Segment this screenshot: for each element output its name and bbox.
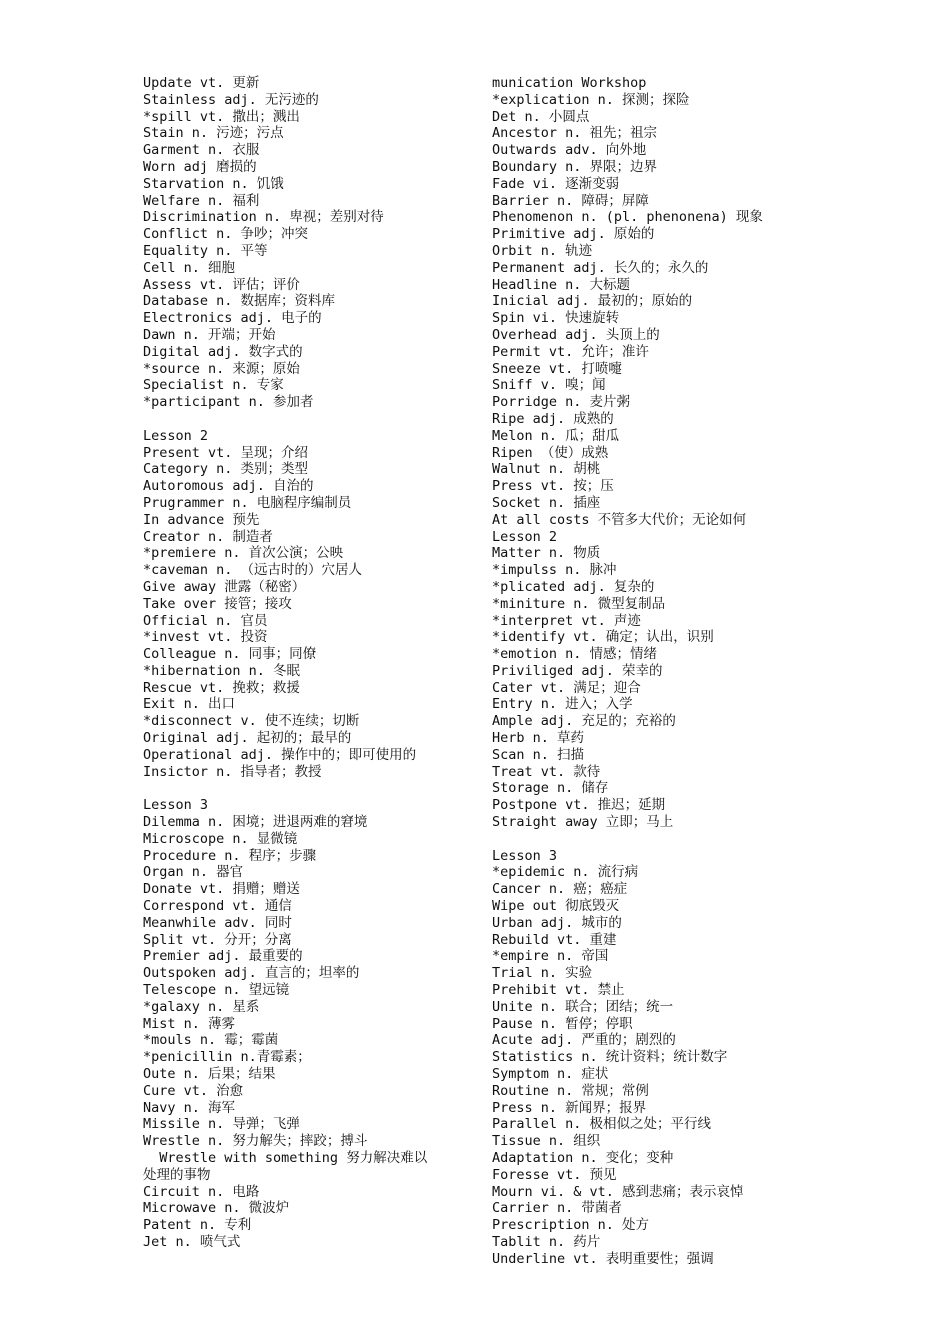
vocabulary-entry: Postpone vt. 推迟；延期	[492, 797, 666, 814]
vocabulary-entry: At all costs 不管多大代价；无论如何	[492, 511, 747, 528]
vocabulary-entry: *impulss n. 脉冲	[492, 562, 617, 579]
vocabulary-entry: *explication n. 探测；探险	[492, 91, 690, 108]
vocabulary-entry: *plicated adj. 复杂的	[492, 578, 655, 595]
vocabulary-entry: Matter n. 物质	[492, 545, 601, 562]
vocabulary-entry: Category n. 类别；类型	[143, 461, 309, 478]
vocabulary-entry: Scan n. 扫描	[492, 746, 585, 763]
vocabulary-entry: *emotion n. 情感；情绪	[492, 646, 658, 663]
vocabulary-entry: Welfare n. 福利	[143, 192, 260, 209]
vocabulary-entry: Entry n. 进入；入学	[492, 696, 633, 713]
vocabulary-entry: Wrestle with something 努力解决难以	[143, 1150, 428, 1166]
vocabulary-entry: Acute adj. 严重的；剧烈的	[492, 1032, 676, 1049]
vocabulary-entry: Sniff v. 嗅；闻	[492, 377, 606, 394]
vocabulary-entry: Dilemma n. 困境；进退两难的窘境	[143, 814, 368, 831]
vocabulary-entry: Microwave n. 微波炉	[143, 1200, 290, 1217]
vocabulary-entry: Orbit n. 轨迹	[492, 242, 593, 259]
vocabulary-entry: Wrestle n. 努力解失；摔跤；搏斗	[143, 1133, 368, 1150]
vocabulary-entry: Mourn vi. & vt. 感到悲痛；表示哀悼	[492, 1183, 744, 1200]
vocabulary-entry: *caveman n. （远古时的）穴居人	[143, 562, 363, 579]
vocabulary-entry: Garment n. 衣服	[143, 142, 260, 159]
vocabulary-entry: Inicial adj. 最初的；原始的	[492, 293, 693, 310]
vocabulary-entry: Statistics n. 统计资料；统计数字	[492, 1049, 728, 1066]
vocabulary-entry: Pause n. 暂停；停职	[492, 1015, 633, 1032]
vocabulary-entry: Underline vt. 表明重要性；强调	[492, 1250, 714, 1267]
vocabulary-entry: Worn adj 磨损的	[143, 158, 257, 175]
vocabulary-entry: *miniture n. 微型复制品	[492, 595, 666, 612]
blank-line	[143, 411, 473, 428]
vocabulary-entry: Outwards adv. 向外地	[492, 142, 647, 159]
vocabulary-entry: *source n. 来源；原始	[143, 360, 300, 377]
right-vocabulary-column	[492, 75, 912, 1268]
vocabulary-entry: Meanwhile adv. 同时	[143, 914, 292, 931]
vocabulary-entry: Autoromous adj. 自治的	[143, 478, 314, 495]
vocabulary-entry: Starvation n. 饥饿	[143, 175, 284, 192]
vocabulary-entry: 处理的事物	[143, 1166, 211, 1183]
vocabulary-entry: Spin vi. 快速旋转	[492, 310, 620, 327]
vocabulary-entry: Headline n. 大标题	[492, 276, 631, 293]
vocabulary-entry: Fade vi. 逐渐变弱	[492, 175, 620, 192]
vocabulary-entry: Prescription n. 处方	[492, 1217, 650, 1234]
vocabulary-entry: Overhead adj. 头顶上的	[492, 326, 660, 343]
vocabulary-entry: Operational adj. 操作中的；即可使用的	[143, 746, 417, 763]
left-vocabulary-column	[143, 75, 473, 1251]
vocabulary-entry: *empire n. 帝国	[492, 948, 609, 965]
vocabulary-entry: *epidemic n. 流行病	[492, 864, 639, 881]
vocabulary-entry: Prugrammer n. 电脑程序编制员	[143, 494, 352, 511]
vocabulary-entry: Foresse vt. 预见	[492, 1166, 617, 1183]
vocabulary-entry: Stain n. 污迹；污点	[143, 125, 284, 142]
vocabulary-entry: Electronics adj. 电子的	[143, 310, 322, 327]
vocabulary-entry: Oute n. 后果；结果	[143, 1066, 276, 1083]
vocabulary-entry: Ripen （使）成熟	[492, 444, 609, 461]
vocabulary-entry: Insictor n. 指导者；教授	[143, 763, 322, 780]
vocabulary-entry: Donate vt. 捐赠；赠送	[143, 881, 300, 898]
vocabulary-entry: *invest vt. 投资	[143, 629, 268, 646]
vocabulary-entry: Assess vt. 评估；评价	[143, 276, 300, 293]
vocabulary-entry: Organ n. 器官	[143, 864, 244, 881]
vocabulary-entry: Equality n. 平等	[143, 242, 268, 259]
lesson-heading: Lesson 3	[143, 797, 209, 814]
vocabulary-entry: Storage n. 储存	[492, 780, 609, 797]
vocabulary-entry: Colleague n. 同事；同僚	[143, 646, 317, 663]
vocabulary-entry: Update vt. 更新	[143, 75, 260, 91]
vocabulary-entry: Original adj. 起初的；最早的	[143, 730, 352, 747]
vocabulary-entry: Straight away 立即；马上	[492, 814, 674, 831]
vocabulary-entry: Jet n. 喷气式	[143, 1233, 241, 1250]
vocabulary-entry: Priviliged adj. 荣幸的	[492, 662, 663, 679]
vocabulary-entry: *interpret vt. 声迹	[492, 612, 641, 629]
vocabulary-entry: munication Workshop	[492, 75, 647, 91]
vocabulary-entry: Symptom n. 症状	[492, 1066, 609, 1083]
blank-line	[492, 831, 912, 848]
vocabulary-entry: Treat vt. 款待	[492, 763, 601, 780]
vocabulary-entry: Premier adj. 最重要的	[143, 948, 303, 965]
vocabulary-entry: Cancer n. 癌；癌症	[492, 881, 628, 898]
vocabulary-entry: Rescue vt. 挽救；救援	[143, 679, 300, 696]
vocabulary-entry: Cure vt. 治愈	[143, 1082, 244, 1099]
lesson-heading: Lesson 2	[143, 427, 209, 444]
vocabulary-entry: Split vt. 分开；分离	[143, 931, 292, 948]
lesson-heading: Lesson 2	[492, 528, 558, 545]
vocabulary-entry: Walnut n. 胡桃	[492, 461, 601, 478]
vocabulary-entry: Correspond vt. 通信	[143, 898, 292, 915]
vocabulary-entry: Prehibit vt. 禁止	[492, 982, 625, 999]
vocabulary-entry: *spill vt. 撒出；溅出	[143, 108, 300, 125]
vocabulary-entry: Porridge n. 麦片粥	[492, 394, 631, 411]
vocabulary-entry: Permanent adj. 长久的；永久的	[492, 259, 709, 276]
vocabulary-entry: Mist n. 薄雾	[143, 1015, 236, 1032]
vocabulary-entry: Ripe adj. 成熟的	[492, 410, 614, 427]
vocabulary-entry: *hibernation n. 冬眠	[143, 662, 301, 679]
vocabulary-entry: Wipe out 彻底毁灭	[492, 898, 620, 915]
vocabulary-entry: *premiere n. 首次公演；公映	[143, 545, 344, 562]
vocabulary-entry: *participant n. 参加者	[143, 394, 314, 411]
vocabulary-entry: Cell n. 细胞	[143, 259, 236, 276]
vocabulary-entry: Det n. 小圆点	[492, 108, 590, 125]
vocabulary-entry: Procedure n. 程序；步骤	[143, 847, 317, 864]
vocabulary-entry: *mouls n. 霉；霉菌	[143, 1032, 279, 1049]
vocabulary-entry: Press vt. 按；压	[492, 478, 614, 495]
vocabulary-entry: Tissue n. 组织	[492, 1133, 601, 1150]
vocabulary-entry: Carrier n. 带菌者	[492, 1200, 622, 1217]
vocabulary-entry: *disconnect v. 使不连续；切断	[143, 713, 360, 730]
vocabulary-entry: Outspoken adj. 直言的；坦率的	[143, 965, 360, 982]
vocabulary-entry: Microscope n. 显微镜	[143, 830, 298, 847]
blank-line	[143, 780, 473, 797]
vocabulary-entry: Give away 泄露（秘密）	[143, 578, 306, 595]
vocabulary-entry: Press n. 新闻界；报界	[492, 1099, 647, 1116]
vocabulary-entry: *galaxy n. 星系	[143, 998, 260, 1015]
vocabulary-entry: Missile n. 导弹；飞弹	[143, 1116, 300, 1133]
vocabulary-entry: Stainless adj. 无污迹的	[143, 91, 319, 108]
vocabulary-entry: Barrier n. 障碍；屏障	[492, 192, 649, 209]
vocabulary-entry: Patent n. 专利	[143, 1217, 252, 1234]
vocabulary-entry: Telescope n. 望远镜	[143, 982, 290, 999]
vocabulary-entry: Rebuild vt. 重建	[492, 931, 617, 948]
vocabulary-entry: Primitive adj. 原始的	[492, 226, 655, 243]
vocabulary-entry: Discrimination n. 卑视；差别对待	[143, 209, 384, 226]
vocabulary-entry: Boundary n. 界限；边界	[492, 158, 658, 175]
vocabulary-entry: Cater vt. 满足；迎合	[492, 679, 641, 696]
lesson-heading: Lesson 3	[492, 847, 558, 864]
vocabulary-entry: Tablit n. 药片	[492, 1233, 601, 1250]
vocabulary-entry: Herb n. 草药	[492, 730, 585, 747]
vocabulary-entry: Parallel n. 极相似之处；平行线	[492, 1116, 712, 1133]
vocabulary-entry: Phenomenon n. (pl. phenonena) 现象	[492, 209, 763, 226]
vocabulary-entry: Present vt. 呈现；介绍	[143, 444, 309, 461]
vocabulary-entry: Ancestor n. 祖先；祖宗	[492, 125, 658, 142]
vocabulary-entry: Creator n. 制造者	[143, 528, 273, 545]
vocabulary-entry: Specialist n. 专家	[143, 377, 284, 394]
vocabulary-entry: Database n. 数据库；资料库	[143, 293, 336, 310]
vocabulary-entry: Urban adj. 城市的	[492, 914, 622, 931]
vocabulary-entry: Permit vt. 允许；准许	[492, 343, 649, 360]
vocabulary-entry: Digital adj. 数字式的	[143, 343, 303, 360]
vocabulary-entry: *penicillin n.青霉素；	[143, 1049, 311, 1066]
vocabulary-entry: Navy n. 海军	[143, 1099, 236, 1116]
vocabulary-entry: Unite n. 联合；团结；统一	[492, 998, 674, 1015]
vocabulary-entry: Take over 接管；接攻	[143, 595, 292, 612]
vocabulary-entry: Adaptation n. 变化；变种	[492, 1150, 674, 1166]
vocabulary-entry: Routine n. 常规；常例	[492, 1082, 649, 1099]
vocabulary-entry: Socket n. 插座	[492, 494, 601, 511]
vocabulary-entry: Exit n. 出口	[143, 696, 236, 713]
vocabulary-entry: Dawn n. 开端；开始	[143, 326, 276, 343]
vocabulary-entry: Circuit n. 电路	[143, 1183, 260, 1200]
vocabulary-entry: Ample adj. 充足的；充裕的	[492, 713, 676, 730]
vocabulary-entry: Official n. 官员	[143, 612, 268, 629]
vocabulary-entry: Conflict n. 争吵；冲突	[143, 226, 309, 243]
vocabulary-entry: Melon n. 瓜；甜瓜	[492, 427, 620, 444]
vocabulary-entry: In advance 预先	[143, 511, 260, 528]
vocabulary-entry: Sneeze vt. 打喷嚏	[492, 360, 622, 377]
vocabulary-entry: *identify vt. 确定；认出，识别	[492, 629, 714, 646]
vocabulary-entry: Trial n. 实验	[492, 965, 593, 982]
